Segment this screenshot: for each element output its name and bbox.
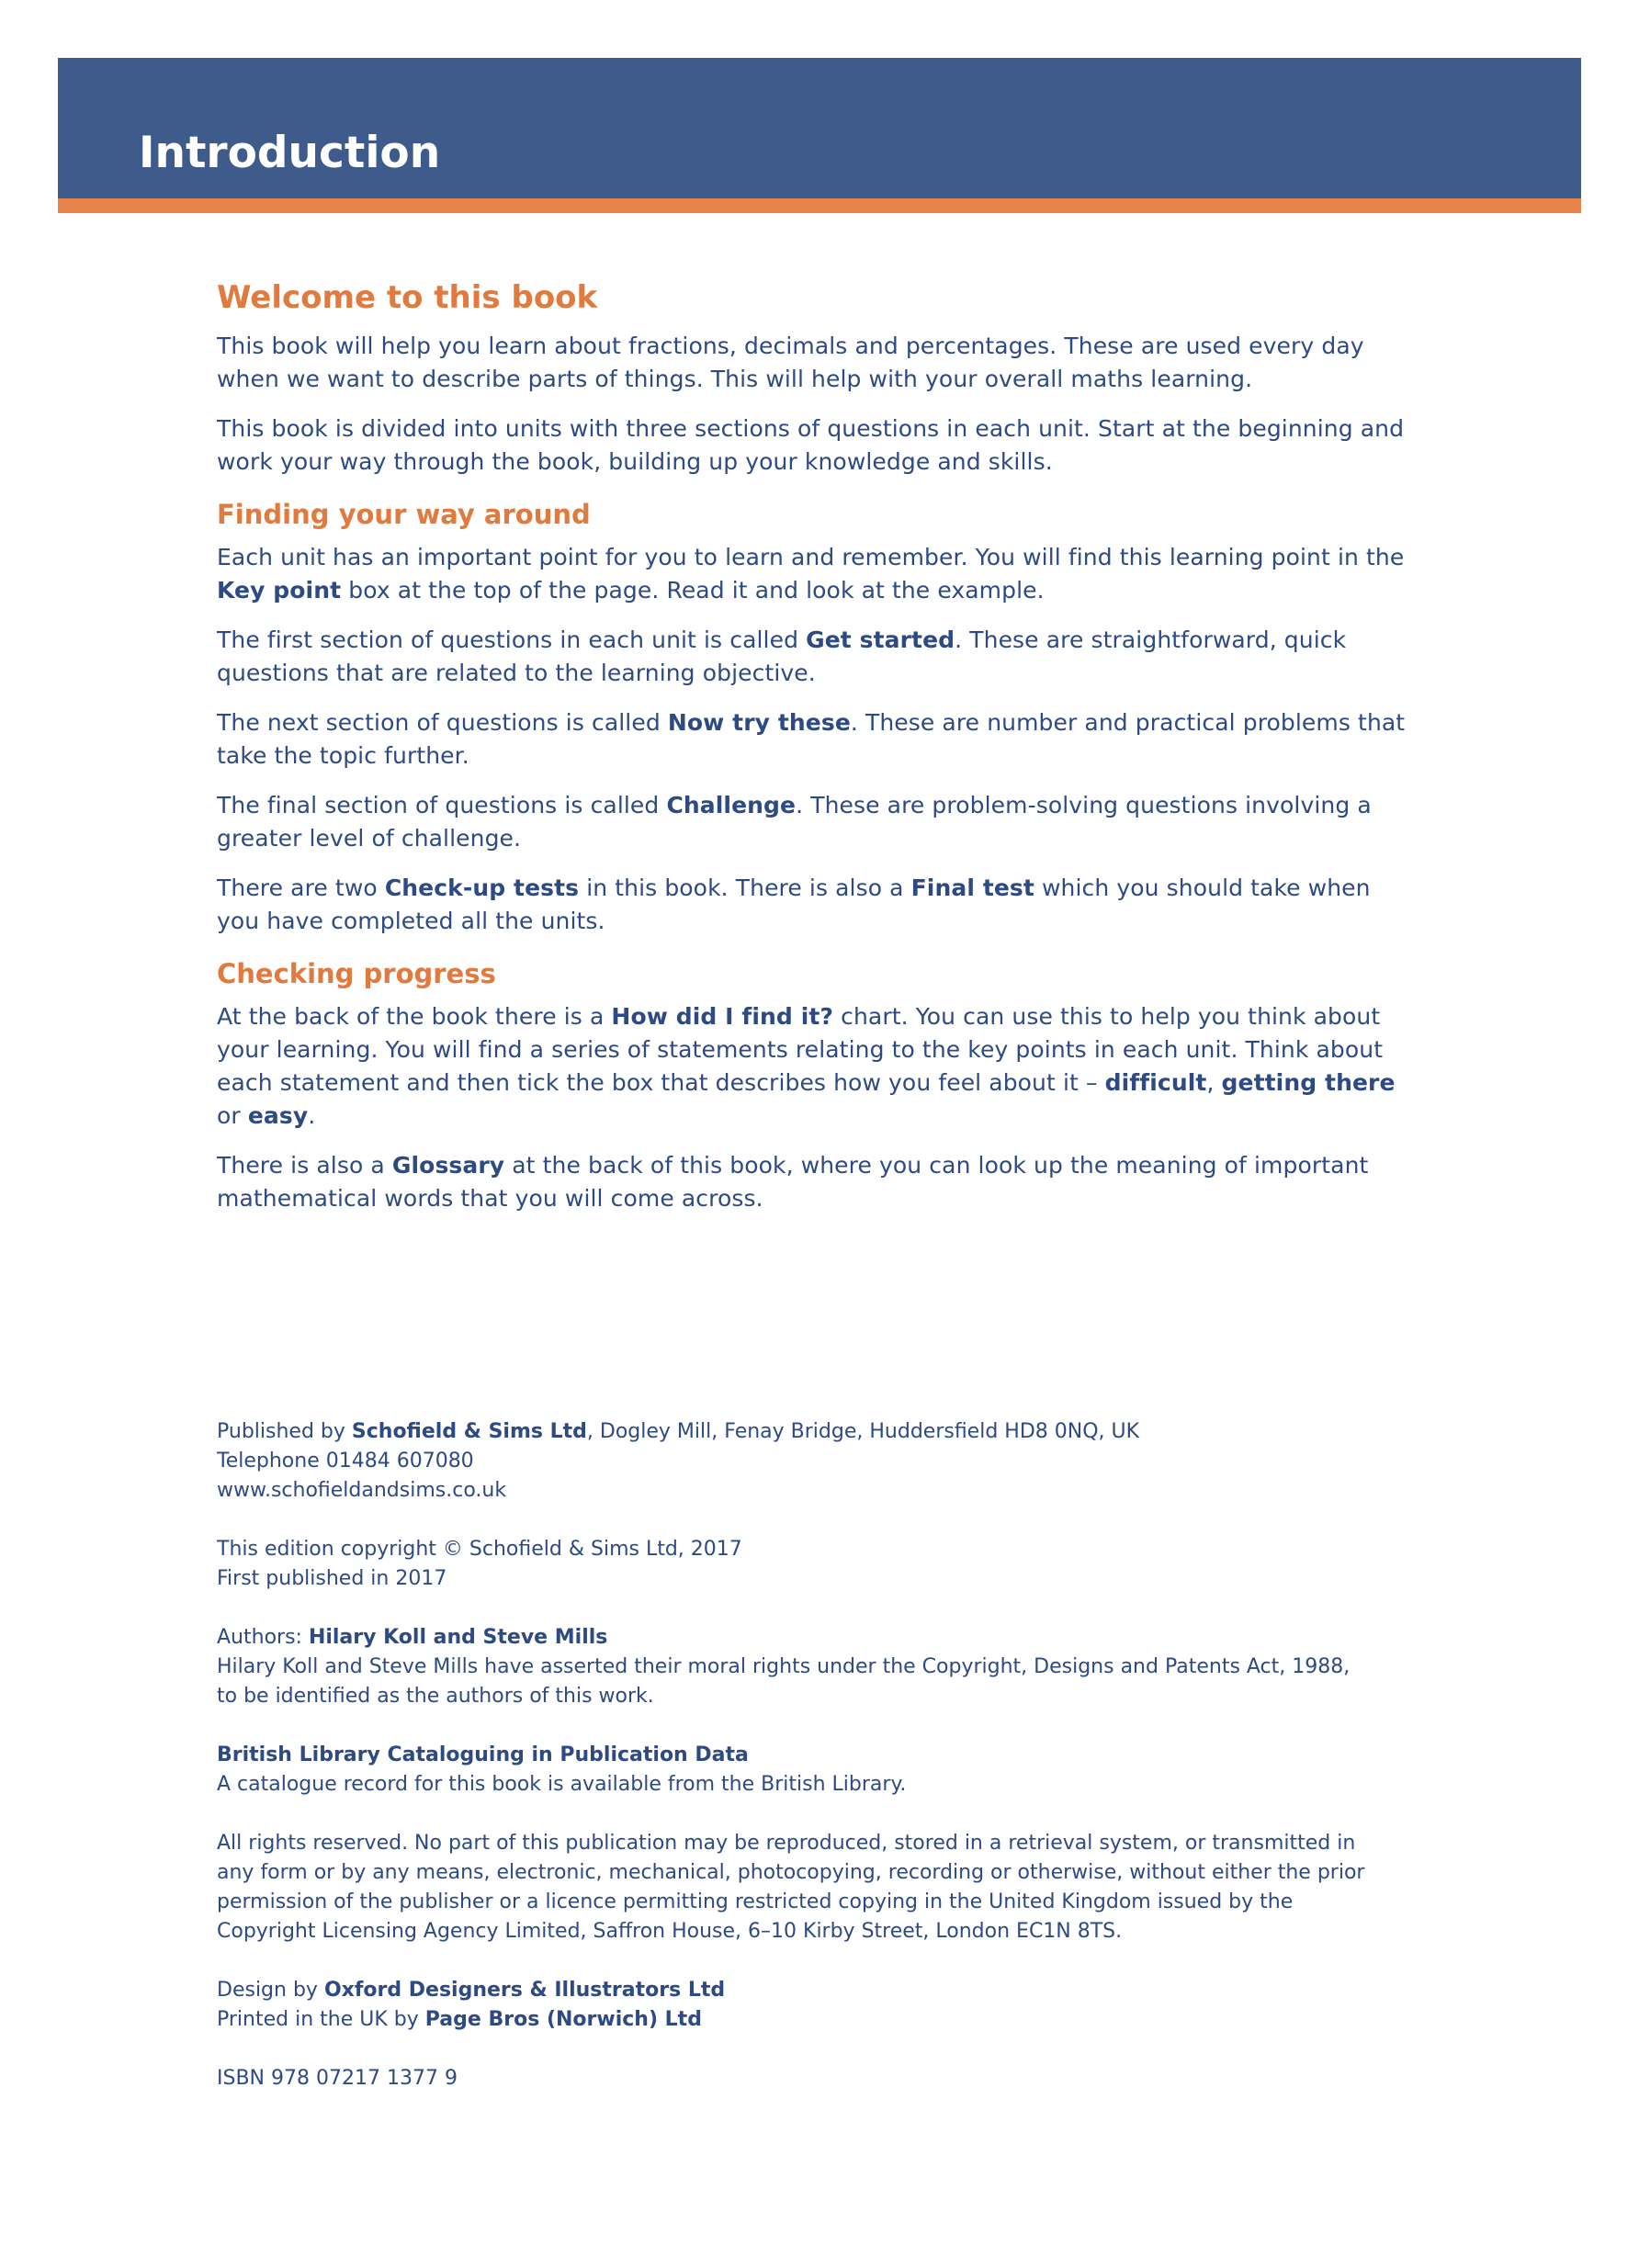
- welcome-paragraph-2: This book is divided into units with three sections of questions in each unit. Start at the beginning and work your way through the book, building up your knowledge and skills.: [217, 415, 1405, 475]
- finding-paragraph-3: The next section of questions is called Now try these. These are number and practical problems that take the topic further.: [217, 709, 1406, 769]
- finding-paragraph-2: The first section of questions in each unit is called Get started. These are straightforward, quick questions that are related to the learning objective.: [217, 626, 1347, 686]
- telephone: Telephone 01484 607080: [217, 1450, 474, 1473]
- finding-paragraph-1: Each unit has an important point for you to learn and remember. You will find this learning point in the Key point box at the top of the page. Read it and look at the example.: [217, 544, 1405, 604]
- cataloguing-block: British Library Cataloguing in Publication Data A catalogue record for this book is available from the British Library.: [217, 1743, 907, 1796]
- isbn: ISBN 978 07217 1377 9: [217, 2067, 458, 2090]
- publication-details: [217, 1417, 1365, 2123]
- header-accent-stripe: [58, 198, 1581, 213]
- designer-name: Oxford Designers & Illustrators Ltd: [323, 1979, 726, 2002]
- welcome-paragraph-1: This book will help you learn about fractions, decimals and percentages. These are used every day when we want to describe parts of things. This will help with your overall maths learning.: [217, 333, 1364, 392]
- welcome-heading: Welcome to this book: [217, 279, 598, 316]
- checking-heading: Checking progress: [217, 958, 496, 989]
- author-names: Hilary Koll and Steve Mills: [308, 1626, 608, 1649]
- page-title: Introduction: [139, 128, 441, 178]
- finding-paragraph-5: There are two Check-up tests in this book. There is also a Final test which you should take when you have completed all the units.: [217, 874, 1371, 934]
- checking-paragraph-1: At the back of the book there is a How did I find it? chart. You can use this to help you think about your learning. You will find a series of statements relating to the key points in each unit. Think about each statement and then tick the box that describes how you feel about it – difficult, getting there or easy.: [217, 1003, 1396, 1129]
- website-link: www.schofieldandsims.co.uk: [217, 1479, 507, 1502]
- rights-block: All rights reserved. No part of this publication may be reproduced, stored in a retrieval system, or transmitted in any form or by any means, electronic, mechanical, photocopying, recording or otherwise, without either the prior permission of the publisher or a licence permitting restricted copying in the United Kingdom issued by the Copyright Licensing Agency Limited, Saffron House, 6–10 Kirby Street, London EC1N 8TS.: [217, 1832, 1365, 1943]
- printer-name: Page Bros (Norwich) Ltd: [424, 2008, 702, 2031]
- publisher-block: Published by Schofield & Sims Ltd, Dogley Mill, Fenay Bridge, Huddersfield HD8 0NQ, UK Telephone 01484 607080 www.schofieldandsims.co.uk: [217, 1420, 1140, 1502]
- main-content: [217, 274, 1411, 1232]
- copyright-block: This edition copyright © Schofield & Sims Ltd, 2017 First published in 2017: [217, 1538, 742, 1590]
- authors-block: Authors: Hilary Koll and Steve Mills Hilary Koll and Steve Mills have asserted their moral rights under the Copyright, Designs and Patents Act, 1988, to be identified as the authors of this work.: [217, 1626, 1351, 1708]
- cataloguing-heading: British Library Cataloguing in Publication Data: [217, 1743, 749, 1766]
- checking-paragraph-2: There is also a Glossary at the back of this book, where you can look up the meaning of important mathematical words that you will come across.: [217, 1152, 1369, 1212]
- publisher-name: Schofield & Sims Ltd: [351, 1420, 587, 1443]
- finding-paragraph-4: The final section of questions is called Challenge. These are problem-solving questions involving a greater level of challenge.: [217, 792, 1372, 852]
- finding-heading: Finding your way around: [217, 499, 591, 530]
- credits-block: Design by Oxford Designers & Illustrators Ltd Printed in the UK by Page Bros (Norwich) Ltd: [217, 1979, 726, 2031]
